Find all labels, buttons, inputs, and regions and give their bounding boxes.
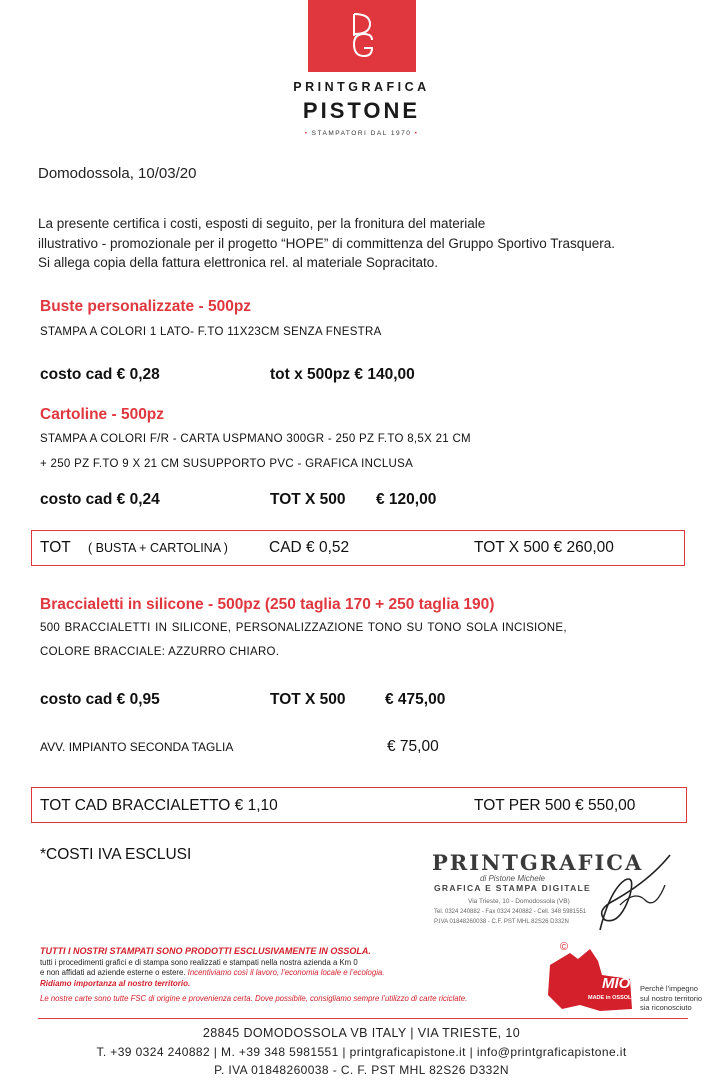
section-desc-buste: STAMPA A COLORI 1 LATO- F.TO 11X23CM SENZA FNESTRA [40,326,382,338]
stamp-activity: GRAFICA E STAMPA DIGITALE [434,883,592,893]
section-title-buste: Buste personalizzate - 500pz [40,298,252,315]
box2-total: TOT PER 500 € 550,00 [474,797,636,814]
company-stamp [420,850,675,940]
footer-line-4: Le nostre carte sono tutte FSC di origine e provenienza certa. Dove possibile, consigliamo sempre l’utilizzo di carte riciclate. [40,994,468,1003]
box1-tot-label: TOT [40,539,71,556]
section-desc-braccialetti-2: COLORE BRACCIALE: AZZURRO CHIARO. [40,646,280,658]
section-desc-cartoline-2: + 250 PZ F.TO 9 X 21 CM SUSUPPORTO PVC - GRAFICA INCLUSA [40,458,414,470]
copyright-mark: © [560,941,569,953]
unit-cost-cartoline: costo cad € 0,24 [40,491,160,508]
total-label-cartoline: TOT X 500 [270,491,346,508]
stamp-address: Via Trieste, 10 - Domodossola (VB) [468,898,570,905]
section-desc-cartoline-1: STAMPA A COLORI F/R - CARTA USPMANO 300GR - 250 PZ F.TO 8,5X 21 CM [40,433,471,445]
box1-total: TOT X 500 € 260,00 [474,539,614,556]
footer-contacts: T. +39 0324 240882 | M. +39 348 5981551 | printgraficapistone.it | info@printgraficapistone.it [96,1045,627,1059]
total-value-braccialetti: € 475,00 [385,691,446,708]
unit-cost-braccialetti: costo cad € 0,95 [40,691,160,708]
footer-divider [38,1018,688,1019]
unit-cost-buste: costo cad € 0,28 [40,366,160,383]
mio-logo-text: MIO [602,975,631,992]
extra-label-braccialetti: AVV. IMPIANTO SECONDA TAGLIA [40,740,234,754]
total-cost-buste: tot x 500pz € 140,00 [270,366,415,383]
footer-line-2: e non affidati ad aziende esterne o estere. Incentiviamo così il lavoro, l’economia locale e l’ecologia. [40,968,385,977]
footer-heading: TUTTI I NOSTRI STAMPATI SONO PRODOTTI ESCLUSIVAMENTE IN OSSOLA. [40,946,371,956]
brand-name-line2: PISTONE [302,98,421,123]
pg-monogram-icon [308,0,416,72]
box1-unit-cost: CAD € 0,52 [269,539,350,556]
extra-value-braccialetti: € 75,00 [387,738,439,755]
footer-line-1: tutti i procedimenti grafici e di stampa sono realizzati e stampati nella nostra azienda a Km 0 [40,958,358,967]
section-title-braccialetti: Braccialetti in silicone - 500pz (250 taglia 170 + 250 taglia 190) [40,596,495,613]
total-value-cartoline: € 120,00 [376,491,437,508]
mio-logo [540,941,640,1015]
stamp-title: PRINTGRAFICA [432,850,644,875]
section-title-cartoline: Cartoline - 500pz [40,406,165,423]
signature-icon [420,850,675,940]
footer-address: 28845 DOMODOSSOLA VB ITALY | VIA TRIESTE, 10 [202,1026,521,1040]
box2-unit-cost: TOT CAD BRACCIALETTO € 1,10 [40,797,278,814]
footer-tax-ids: P. IVA 01848260038 - C. F. PST MHL 82S26 D332N [214,1063,509,1077]
stamp-owner: di Pistone Michele [480,874,545,883]
total-label-braccialetti: TOT X 500 [270,691,346,708]
box1-items: ( BUSTA + CARTOLINA ) [88,541,228,555]
mio-caption: Perchè l’impegno sul nostro territorio sia riconosciuto [640,984,703,1012]
logo-block [308,0,416,72]
section-desc-braccialetti-1: 500 BRACCIALETTI IN SILICONE, PERSONALIZZAZIONE TONO SU TONO SOLA INCISIONE, [40,622,567,634]
mio-logo-sub: MADE in OSSOLA [588,995,636,1001]
brand-name-line1: PRINTGRAFICA [293,80,430,94]
vat-note: *COSTI IVA ESCLUSI [40,846,192,863]
stamp-phones: Tel. 0324 240882 - Fax 0324 240882 - Cell. 348 5981551 [434,909,587,915]
footer-line-3: Ridiamo importanza al nostro territorio. [40,979,191,988]
brand-tagline: • STAMPATORI DAL 1970 • [304,130,419,137]
intro-paragraph: La presente certifica i costi, esposti di seguito, per la fronitura del materiale illustrativo - promozionale per il progetto “HOPE” di committenza del Gruppo Sportivo Trasquera. Si allega copia della fattura elettronica rel. al materiale Sopracitato. [38,216,615,270]
letter-date: Domodossola, 10/03/20 [38,165,197,182]
stamp-tax: P.IVA 01848260038 - C.F. PST MHL 82S26 D332N [434,919,569,925]
